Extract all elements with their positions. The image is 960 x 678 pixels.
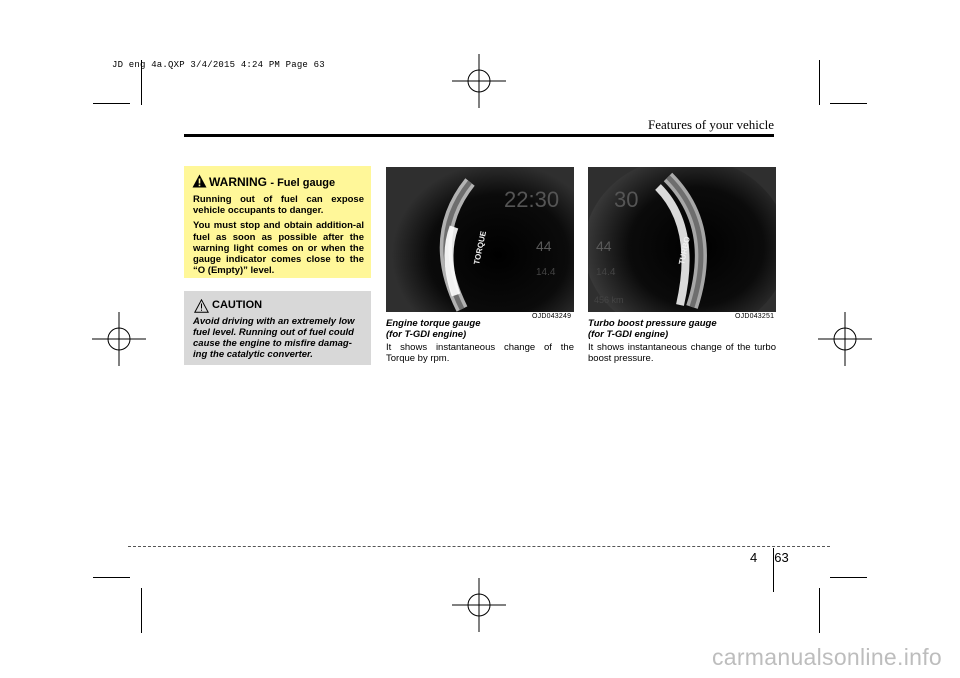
turbo-caption-body: It shows instantaneous change of the turbo boost pressure. xyxy=(588,342,776,364)
warning-box xyxy=(184,166,371,278)
turbo-gauge-label: TURBO xyxy=(677,235,692,266)
torque-bg-readout-2: 14.4 xyxy=(536,267,556,278)
caution-icon xyxy=(194,299,209,313)
crop-mark xyxy=(830,103,867,104)
turbo-caption-title: Turbo boost pressure gauge xyxy=(588,318,717,329)
crop-mark xyxy=(830,577,867,578)
print-slug: JD eng 4a.QXP 3/4/2015 4:24 PM Page 63 xyxy=(112,60,325,70)
torque-gauge-label: TORQUE xyxy=(472,230,489,266)
torque-bg-display: 22:30 xyxy=(504,187,560,212)
turbo-bg-display: 30 xyxy=(614,187,639,212)
torque-caption-subtitle: (for T-GDI engine) xyxy=(386,329,467,340)
torque-caption-title: Engine torque gauge xyxy=(386,318,481,329)
watermark: carmanualsonline.info xyxy=(711,644,942,670)
header-rule xyxy=(184,134,774,137)
torque-bg-readout-1: 44 xyxy=(536,238,552,254)
torque-caption-body: It shows instantaneous change of the Torque by rpm. xyxy=(386,342,574,364)
crop-mark xyxy=(819,60,820,105)
page-number-value: 63 xyxy=(774,550,789,565)
chapter-number: 4 xyxy=(750,550,758,565)
turbo-gauge-photo xyxy=(588,167,776,312)
torque-figure-code: OJD043249 xyxy=(532,313,572,320)
torque-gauge-illustration xyxy=(386,167,574,312)
registration-mark-bottom xyxy=(452,578,506,632)
registration-mark-top xyxy=(452,54,506,108)
registration-mark-right xyxy=(818,312,872,366)
caution-box xyxy=(184,291,371,365)
turbo-bg-readout-2: 14.4 xyxy=(596,267,616,278)
page-number-divider xyxy=(773,548,774,592)
turbo-figure-code: OJD043251 xyxy=(735,313,775,320)
crop-mark xyxy=(93,577,130,578)
registration-mark-left xyxy=(92,312,146,366)
warning-title-text: WARNING xyxy=(209,175,267,189)
turbo-gauge-illustration xyxy=(588,167,776,312)
crop-mark xyxy=(93,103,130,104)
warning-paragraph-1: Running out of fuel can expose vehicle occupants to danger. xyxy=(193,194,364,217)
warning-icon xyxy=(192,174,207,188)
caution-body: Avoid driving with an extremely low fuel level. Running out of fuel could cause the engine to misfire damag-ing the catalytic converter. xyxy=(193,316,355,360)
footer-rule xyxy=(128,546,830,547)
turbo-bg-readout-1: 44 xyxy=(596,238,612,254)
turbo-bg-readout-3: 456 km xyxy=(594,295,624,305)
torque-gauge-photo xyxy=(386,167,574,312)
warning-title xyxy=(209,175,364,190)
turbo-caption-subtitle: (for T-GDI engine) xyxy=(588,329,669,340)
warning-subtitle: - Fuel gauge xyxy=(270,177,336,189)
crop-mark xyxy=(819,588,820,633)
warning-paragraph-2: You must stop and obtain addition-al fuel as soon as possible after the warning light comes on or when the gauge indicator comes close to the “O (Empty)” level. xyxy=(193,220,364,277)
section-title: Features of your vehicle xyxy=(648,117,774,132)
caution-title: CAUTION xyxy=(212,299,263,311)
crop-mark xyxy=(141,588,142,633)
